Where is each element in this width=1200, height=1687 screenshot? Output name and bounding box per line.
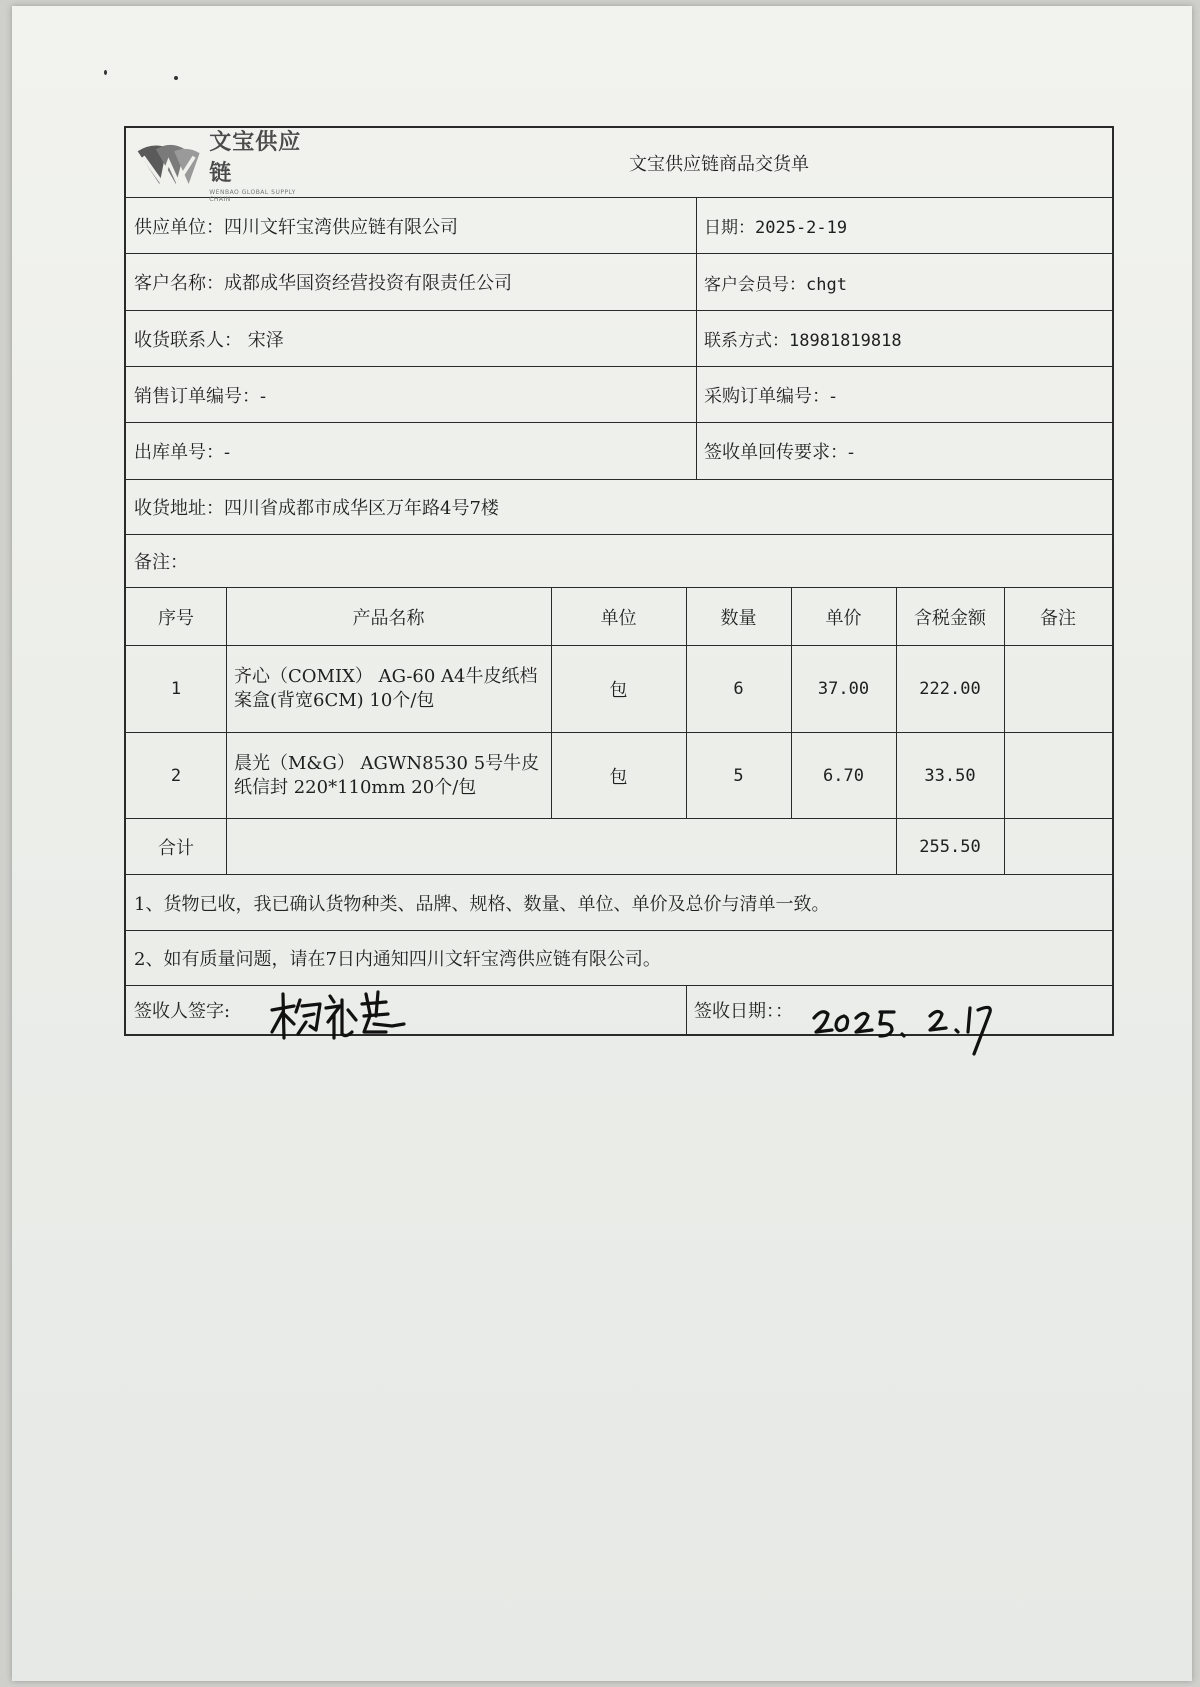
table-header-row xyxy=(126,588,1112,646)
signer-label: 签收人签字: xyxy=(134,1001,231,1022)
note-quality: 2、如有质量问题，请在7日内通知四川文轩宝湾供应链有限公司。 xyxy=(134,949,661,970)
row-note xyxy=(1004,733,1112,818)
note-row xyxy=(126,875,1112,931)
row-amount: 33.50 xyxy=(924,765,976,786)
row-qty: 5 xyxy=(733,765,744,786)
remark-row xyxy=(126,535,1112,588)
receipt-req-field: 签收单回传要求：- xyxy=(704,442,855,463)
member-no-field: 客户会员号：chgt xyxy=(704,274,847,295)
customer-field: 客户名称：成都成华国资经营投资有限责任公司 xyxy=(134,273,512,294)
delivery-form xyxy=(124,126,1114,1036)
logo-title: 文宝供应链 xyxy=(209,130,302,186)
col-header-price: 单价 xyxy=(825,607,862,629)
row-amount: 222.00 xyxy=(919,679,981,699)
speck-mark xyxy=(104,70,107,75)
row-qty: 6 xyxy=(733,679,744,699)
supplier-field: 供应单位：四川文轩宝湾供应链有限公司 xyxy=(134,216,458,238)
row-product-name: 齐心（COMIX） AG-60 A4牛皮纸档案盒(背宽6CM) 10个/包 xyxy=(234,666,538,711)
row-no: 2 xyxy=(170,765,182,786)
total-amount: 255.50 xyxy=(919,836,981,857)
info-row xyxy=(126,254,1112,311)
header-row xyxy=(126,128,1112,203)
address-row xyxy=(126,480,1112,535)
note-row xyxy=(126,931,1112,986)
sales-order-field: 销售订单编号：- xyxy=(134,385,267,407)
info-row xyxy=(126,198,1112,254)
date-field: 日期：2025-2-19 xyxy=(704,218,848,238)
row-unit: 包 xyxy=(609,680,628,701)
row-note xyxy=(1004,646,1112,732)
info-row xyxy=(126,423,1112,480)
row-product-name: 晨光（M&G） AGWN8530 5号牛皮纸信封 220*110mm 20个/包 xyxy=(234,752,540,798)
logo-w-icon xyxy=(134,136,203,192)
col-header-unit: 单位 xyxy=(600,607,637,629)
purchase-order-field: 采购订单编号：- xyxy=(704,385,837,407)
receiver-field: 收货联系人： 宋泽 xyxy=(134,329,284,351)
contact-field: 联系方式：18981819818 xyxy=(704,331,902,351)
col-header-no: 序号 xyxy=(158,607,194,629)
logo-subtitle: WENBAO GLOBAL SUPPLY CHAIN xyxy=(209,189,296,203)
form-title: 文宝供应链商品交货单 xyxy=(629,153,809,175)
info-row xyxy=(126,367,1112,423)
company-logo xyxy=(134,130,314,203)
info-row xyxy=(126,311,1112,367)
table-row xyxy=(126,733,1112,819)
handwritten-signature xyxy=(266,986,416,1044)
paper-sheet xyxy=(12,6,1192,1681)
col-header-amount: 含税金额 xyxy=(914,607,986,629)
col-header-name: 产品名称 xyxy=(352,607,425,629)
note-confirm: 1、货物已收，我已确认货物种类、品牌、规格、数量、单位、单价及总价与清单一致。 xyxy=(134,893,830,915)
row-price: 6.70 xyxy=(823,765,864,786)
address-field: 收货地址：四川省成都市成华区万年路4号7楼 xyxy=(134,498,499,519)
sign-date-label: 签收日期：： xyxy=(694,1001,793,1022)
row-price: 37.00 xyxy=(817,679,870,699)
speck-mark xyxy=(174,76,178,80)
total-label: 合计 xyxy=(158,837,194,859)
total-row xyxy=(126,819,1112,875)
col-header-note: 备注 xyxy=(1040,607,1076,629)
handwritten-date xyxy=(806,996,1016,1058)
row-no: 1 xyxy=(170,679,182,699)
row-unit: 包 xyxy=(609,766,628,788)
outbound-no-field: 出库单号：- xyxy=(134,442,231,463)
table-row xyxy=(126,646,1112,733)
col-header-qty: 数量 xyxy=(720,607,757,629)
remark-field: 备注： xyxy=(134,552,188,573)
